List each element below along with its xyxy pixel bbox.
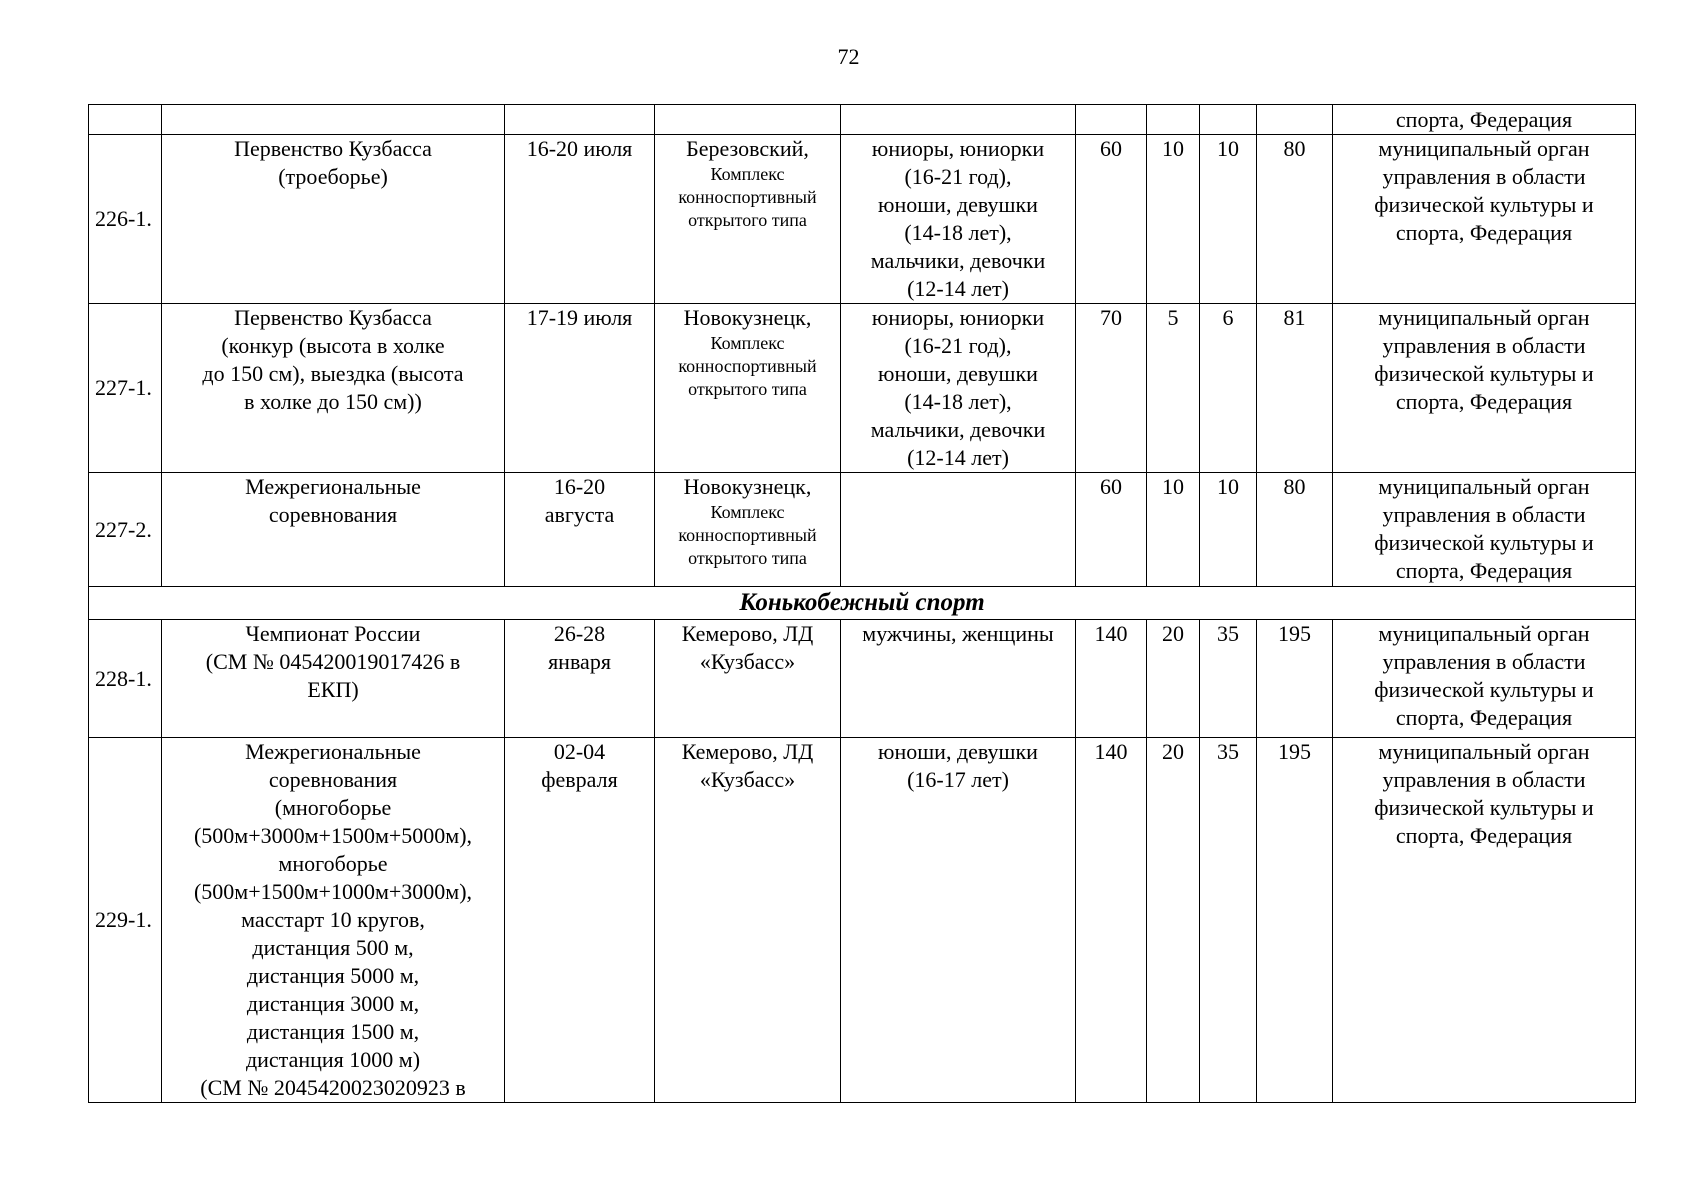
count-total: 195 xyxy=(1257,738,1333,1103)
event-name: Межрегиональные соревнования xyxy=(162,473,505,587)
table-row xyxy=(89,304,1636,473)
count-col-2: 5 xyxy=(1147,304,1200,473)
event-dates: 26-28 января xyxy=(505,620,655,738)
event-number: 228-1. xyxy=(89,620,162,738)
section-title: Конькобежный спорт xyxy=(89,587,1636,620)
event-dates: 17-19 июля xyxy=(505,304,655,473)
event-number: 227-1. xyxy=(89,304,162,473)
organizer-cell: муниципальный орган управления в области физической культуры и спорта, Федерация xyxy=(1333,620,1636,738)
table-row xyxy=(89,620,1636,738)
events-table xyxy=(88,104,1636,1103)
count-col-2: 10 xyxy=(1147,135,1200,304)
venue-detail: Комплекс конноспортивный открытого типа xyxy=(678,164,817,230)
event-venue xyxy=(655,620,841,738)
count-col-1: 60 xyxy=(1076,135,1147,304)
page-number: 72 xyxy=(837,44,860,69)
organizer-cell: муниципальный орган управления в области физической культуры и спорта, Федерация xyxy=(1333,135,1636,304)
count-col-1: 140 xyxy=(1076,738,1147,1103)
count-col-2: 20 xyxy=(1147,738,1200,1103)
organizer-cell: муниципальный орган управления в области физической культуры и спорта, Федерация xyxy=(1333,473,1636,587)
event-venue xyxy=(655,738,841,1103)
event-name: Первенство Кузбасса (троеборье) xyxy=(162,135,505,304)
count-col-3: 10 xyxy=(1200,135,1257,304)
event-venue xyxy=(655,473,841,587)
count-col-1: 70 xyxy=(1076,304,1147,473)
event-participants: юниоры, юниорки (16-21 год), юноши, девушки (14-18 лет), мальчики, девочки (12-14 лет) xyxy=(841,304,1076,473)
event-dates: 02-04 февраля xyxy=(505,738,655,1103)
venue-city: Кемерово, ЛД «Кузбасс» xyxy=(681,621,814,674)
count-total: 195 xyxy=(1257,620,1333,738)
event-name: Первенство Кузбасса (конкур (высота в холке до 150 см), выездка (высота в холке до 150 см)) xyxy=(162,304,505,473)
event-dates: 16-20 июля xyxy=(505,135,655,304)
count-col-2: 10 xyxy=(1147,473,1200,587)
event-name: Чемпионат России (СМ № 045420019017426 в ЕКП) xyxy=(162,620,505,738)
venue-detail: Комплекс конноспортивный открытого типа xyxy=(678,333,817,399)
count-col-1: 60 xyxy=(1076,473,1147,587)
organizer-cell: муниципальный орган управления в области физической культуры и спорта, Федерация xyxy=(1333,304,1636,473)
venue-city: Березовский, xyxy=(686,136,809,161)
event-venue xyxy=(655,135,841,304)
section-header-row xyxy=(89,587,1636,620)
table-row xyxy=(89,135,1636,304)
venue-city: Новокузнецк, xyxy=(683,305,812,330)
count-col-2: 20 xyxy=(1147,620,1200,738)
organizer-cell: спорта, Федерация xyxy=(1333,105,1636,135)
event-participants: мужчины, женщины xyxy=(841,620,1076,738)
count-total: 80 xyxy=(1257,473,1333,587)
count-col-3: 35 xyxy=(1200,620,1257,738)
count-col-3: 10 xyxy=(1200,473,1257,587)
venue-detail: Комплекс конноспортивный открытого типа xyxy=(678,502,817,568)
event-number: 226-1. xyxy=(89,135,162,304)
venue-city: Новокузнецк, xyxy=(683,474,812,499)
event-number: 227-2. xyxy=(89,473,162,587)
count-total: 81 xyxy=(1257,304,1333,473)
table-row xyxy=(89,738,1636,1103)
event-participants xyxy=(841,473,1076,587)
event-name: Межрегиональные соревнования (многоборье (500м+3000м+1500м+5000м), многоборье (500м+1500м+1000м+3000м), масстарт 10 кругов, дистанция 500 м, дистанция 5000 м, дистанция 3000 м, дистанция 1500 м, дистанция 1000 м) (СМ № 2045420023020923 в xyxy=(162,738,505,1103)
count-col-1: 140 xyxy=(1076,620,1147,738)
count-total: 80 xyxy=(1257,135,1333,304)
event-number: 229-1. xyxy=(89,738,162,1103)
table-row xyxy=(89,105,1636,135)
organizer-cell: муниципальный орган управления в области физической культуры и спорта, Федерация xyxy=(1333,738,1636,1103)
event-participants: юниоры, юниорки (16-21 год), юноши, девушки (14-18 лет), мальчики, девочки (12-14 лет) xyxy=(841,135,1076,304)
event-dates: 16-20 августа xyxy=(505,473,655,587)
table-row xyxy=(89,473,1636,587)
event-participants: юноши, девушки (16-17 лет) xyxy=(841,738,1076,1103)
count-col-3: 35 xyxy=(1200,738,1257,1103)
venue-city: Кемерово, ЛД «Кузбасс» xyxy=(681,739,814,792)
event-venue xyxy=(655,304,841,473)
count-col-3: 6 xyxy=(1200,304,1257,473)
